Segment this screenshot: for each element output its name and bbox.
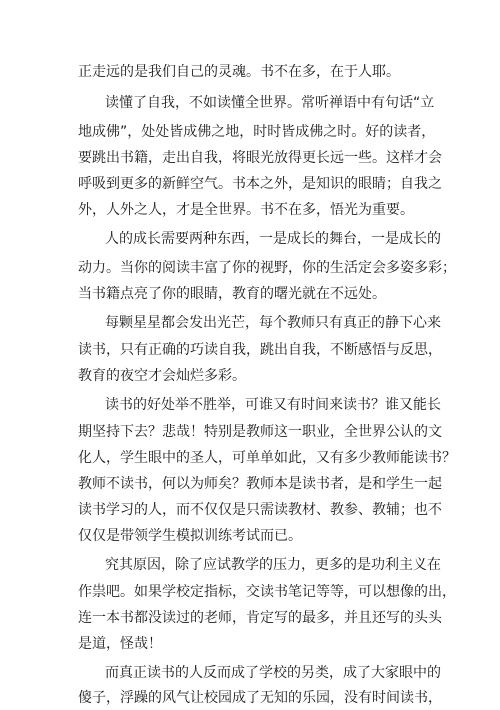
- text-line: 而真正读书的人反而成了学校的另类，成了大家眼中的: [105, 665, 441, 681]
- text-line: 读书学习的人，而不仅仅是只需读教材、教参、教辅；也不: [78, 502, 442, 518]
- text-line: 究其原因，除了应试教学的压力，更多的是功利主义在: [105, 557, 441, 573]
- text-line: 教育的夜空才会灿烂多彩。: [78, 368, 246, 384]
- text-line: 读书的好处举不胜举，可谁又有时间来读书？谁又能长: [105, 397, 441, 413]
- text-line: 化人，学生眼中的圣人，可单单如此，又有多少教师能读书？: [78, 450, 456, 466]
- text-line: 人的成长需要两种东西，一是成长的舞台，一是成长的: [105, 231, 441, 247]
- text-line: 正走远的是我们自己的灵魂。书不在多，在于人耶。: [78, 64, 400, 80]
- text-line: 每颗星星都会发出光芒，每个教师只有真正的静下心来: [105, 315, 441, 331]
- text-line: 傻子，浮躁的风气让校园成了无知的乐园，没有时间读书，: [78, 690, 442, 706]
- text-line: 期坚持下去？悲哉！特别是教师这一职业，全世界公认的文: [78, 424, 442, 440]
- text-line: 作祟吧。如果学校定指标，交读书笔记等等，可以想像的出，: [78, 584, 456, 600]
- text-line: 教师不读书，何以为师矣？教师本是读书者，是和学生一起: [78, 476, 442, 492]
- text-line: 读书，只有正确的巧读自我，跳出自我，不断感悟与反思，: [78, 342, 442, 358]
- text-line: 是道，怪哉！: [78, 636, 162, 652]
- text-line: 动力。当你的阅读丰富了你的视野，你的生活定会多姿多彩；: [78, 260, 456, 276]
- text-line: 仅仅是带领学生模拟训练考试而已。: [78, 528, 302, 544]
- text-line: 要跳出书籍，走出自我，将眼光放得更长远一些。这样才会: [78, 150, 442, 166]
- text-line: 读懂了自我，不如读懂全世界。常听禅语中有句话“立: [105, 95, 435, 111]
- text-line: 当书籍点亮了你的眼睛，教育的曙光就在不远处。: [78, 286, 386, 302]
- text-line: 地成佛”，处处皆成佛之地，时时皆成佛之时。好的读者，: [78, 124, 436, 140]
- text-line: 外，人外之人，才是全世界。书不在多，悟光为重要。: [78, 202, 414, 218]
- text-line: 呼吸到更多的新鲜空气。书本之外，是知识的眼睛；自我之: [78, 176, 442, 192]
- text-line: 连一本书都没读过的老师，肯定写的最多，并且还写的头头: [78, 610, 442, 626]
